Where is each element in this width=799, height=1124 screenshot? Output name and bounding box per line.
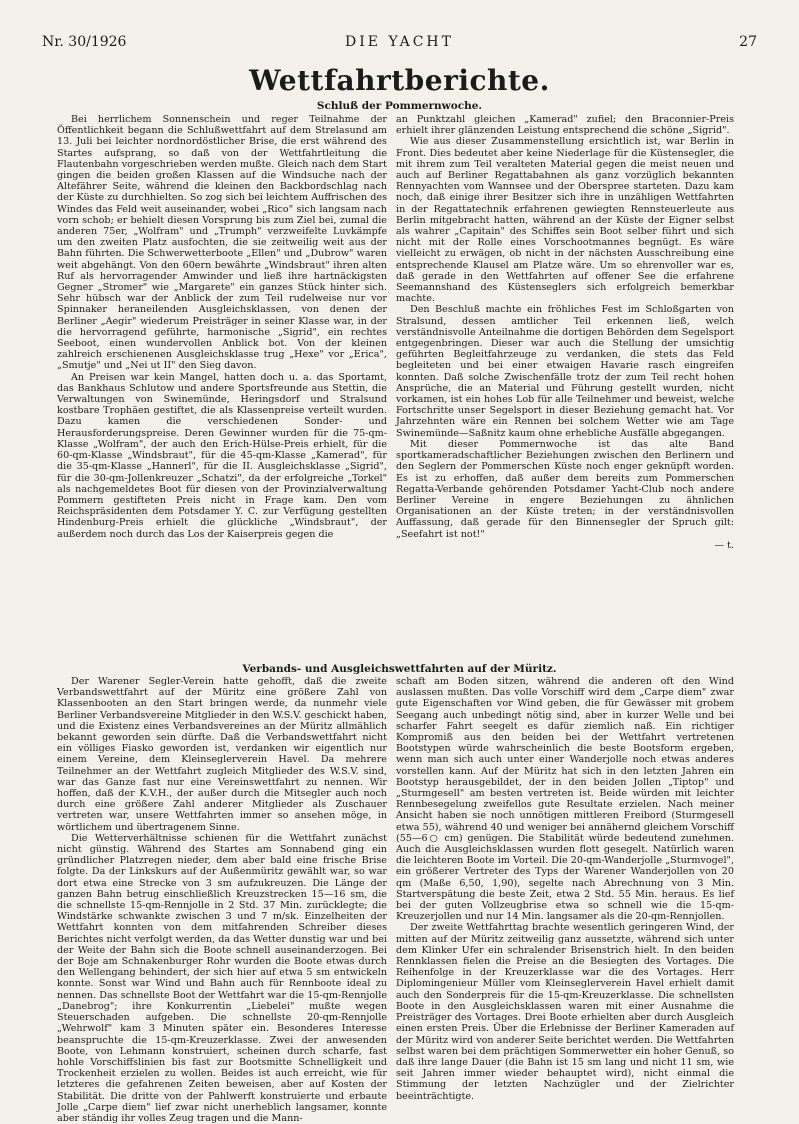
paragraph: Der zweite Wettfahrttag brachte wesentlich geringeren Wind, der mitten auf der Müritz zeitweilig ganz aussetzte, während sich unter dem Klinker Ufer ein schralender Brisenstrich hielt. In den beiden Rennklassen fielen die Preise an die Besiegten des Vortages. Die Reihenfolge in der Kreuzerklasse war die des Vortages. Herr Diplomingenieur Müller vom Kleinseglerverein Havel erhielt damit auch den Sonderpreis für die 15-qm-Kreuzerklasse. Die schnellsten Boote in den Ausgleichsklassen waren mit einer Ausnahme die Preisträger des Vortages. Drei Boote erhielten aber durch Ausgleich einen ersten Preis. Über die Erlebnisse der Berliner Kameraden auf der Müritz wird von anderer Seite berichtet werden. Die Wettfahrten selbst waren bei dem prächtigen Sommerwetter ein hoher Genuß, so daß ihre lange Dauer (die Bahn ist 15 sm lang und nicht 11 sm, wie seit Jahren immer wieder behauptet wird), nicht einmal die Stimmung der letzten Nachzügler und der Zielrichter beeinträchtigte.: [396, 922, 734, 1102]
text-column-1: [57, 114, 387, 660]
paragraph: Die Wetterverhältnisse schienen für die Wettfahrt zunächst nicht günstig. Während des Startes am Sonnabend ging ein gründlicher Platzregen nieder, dem aber bald eine frische Brise folgte. Da der Linkskurs auf der Außenmüritz gewählt war, so war dort etwa eine Strecke von 3 sm aufzukreuzen. Die Länge der ganzen Bahn betrug einschließlich Kreuzstrecken 15—16 sm, die die schnellste 15-qm-Rennjolle in 2 Std. 37 Min. zurücklegte; die Windstärke schwankte zwischen 3 und 7 m/sk. Einzelheiten der Wettfahrt konnten von dem mitfahrenden Schreiber dieses Berichtes nicht verfolgt werden, da das Wetter dunstig war und bei der Weite der Bahn sich die Boote schnell auseinanderzogen. Bei der Boje am Schnakenburger Rohr wurden die Boote etwas durch den Wellengang behindert, der sich hier auf etwa 5 sm entwickeln konnte. Sonst war Wind und Bahn auch für Rennboote ideal zu nennen. Das schnellste Boot der Wettfahrt war die 15-qm-Rennjolle „Danebrog"; ihre Konkurrentin „Liebelei" mußte wegen Steuerschaden aufgeben. Die schnellste 20-qm-Rennjolle „Wehrwolf" kam 3 Minuten später ein. Besonderes Interesse beanspruchte die 15-qm-Kreuzerklasse. Zwei der anwesenden Boote, von Lehmann konstruiert, scheinen durch scharfe, fast hohle Vorschiffslinien bis fast zur Bootsmitte Schnelligkeit und Trockenheit erzielen zu wollen. Beides ist auch erreicht, wie für letzteres die gefahrenen Zeiten beweisen, aber auf Kosten der Stabilität. Die dritte von der Pahlwerft konstruierte und erbaute Jolle „Carpe diem" lief zwar nicht unerheblich langsamer, konnte aber ständig ihr volles Zeug tragen und die Mann-: [57, 832, 387, 1124]
text-column-4: [396, 676, 734, 1102]
paragraph: Den Beschluß machte ein fröhliches Fest im Schloßgarten von Stralsund, dessen amtlicher Teil erkennen ließ, welch verständnisvolle Anteilnahme die dortigen Behörden dem Segelsport entgegenbringen. Dieser war auch die Stellung der umsichtig geführten Begleitfahrzeuge zu verdanken, die stets das Feld begleiteten und bei einer etwaigen Havarie rasch eingreifen konnten. Daß solche Zwischenfälle trotz der zum Teil recht hohen Ansprüche, die an Material und Führung gestellt wurden, nicht vorkamen, ist ein hohes Lob für alle Teilnehmer und beweist, welche Fortschritte unser Segelsport in dieser Beziehung gemacht hat. Vor Jahrzehnten wäre ein Rennen bei solchem Wetter wie am Tage Swinemünde—Saßnitz kaum ohne erhebliche Ausfälle abgegangen.: [396, 304, 734, 439]
paragraph: schaft am Boden sitzen, während die anderen oft den Wind auslassen mußten. Das volle Vorschiff wird dem „Carpe diem" zwar gute Eigenschaften vor Wind geben, die für Gewässer mit grobem Seegang auch unbedingt nötig sind, aber in kurzer Welle und bei scharfer Fahrt seegelt es dafür ziemlich naß. Ein richtiger Kompromiß aus den beiden bei der Wettfahrt vertretenen Bootstypen würde wahrscheinlich die beste Bootsform ergeben, wenn man sich auch unter einer Wanderjolle noch etwas anderes vorstellen kann. Auf der Müritz hat sich in den letzten Jahren ein Bootstyp herausgebildet, der in den beiden Jollen „Tiptop" und „Sturmgesell" am besten vertreten ist. Beide würden mit leichter Rennbesegelung zweifellos gute Resultate erzielen. Nach meiner Ansicht haben sie noch unnötigen mittleren Freibord (Sturmgesell etwa 55), während 40 und weniger bei annähernd gleichem Vorschiff (55—6○ cm) genügen. Die Stabilität würde bedeutend zunehmen. Auch die Ausgleichsklassen wurden flott gesegelt. Natürlich waren die leichteren Boote im Vorteil. Die 20-qm-Wanderjolle „Sturmvogel", ein größerer Vertreter des Typs der Warener Wanderjollen von 20 qm (Maße 6,50, 1,90), segelte nach Abrechnung von 3 Min. Startverspätung die beste Zeit, etwa 2 Std. 55 Min. heraus. Es lief bei der guten Vollzeugbrise etwa so schnell wie die 15-qm-Kreuzerjollen und nur 14 Min. langsamer als die 20-qm-Rennjollen.: [396, 676, 734, 923]
text-column-2: [396, 114, 734, 660]
author-signature: — t.: [714, 539, 734, 551]
paragraph: an Punktzahl gleichen „Kamerad" zufiel; den Braconnier-Preis erhielt ihrer glänzenden Leistung entsprechend die schöne „Sigrid".: [396, 114, 734, 137]
paragraph: Mit dieser Pommernwoche ist das alte Band sportkameradschaftlicher Beziehungen zwischen den Berlinern und den Seglern der Pommerschen Küste noch enger geknüpft worden. Es ist zu erhoffen, daß außer dem bereits zum Pommerschen Regatta-Verbande gehörenden Potsdamer Yacht-Club noch andere Berliner Vereine in engere Beziehungen zu ähnlichen Organisationen an der Küste treten; in der verständnisvollen Auffassung, daß gerade für den Binnensegler der Spruch gilt: „Seefahrt ist not!": [396, 438, 734, 540]
paragraph: Wie aus dieser Zusammenstellung ersichtlich ist, war Berlin in Front. Dies bedeutet aber keine Niederlage für die Küstensegler, die mit ihrem zum Teil veralteten Material gegen die meist neuen und auch auf Berliner Regattabahnen als ganz vorzüglich bekannten Rennyachten vom Wannsee und der Oberspree starteten. Dazu kam noch, daß einige ihrer Besitzer sich ihre in unzähligen Wettfahrten in der Regattatechnik erfahrenen gewiegten Rennsteuerleute aus Berlin mitgebracht hatten, während an der Küste der Eigner selbst als wahrer „Capitain" des Schiffes sein Boot selber führt und sich nicht mit der Rolle eines Vorschootmannes begnügt. Es wäre vielleicht zu erwägen, ob nicht in der nächsten Ausschreibung eine entsprechende Klausel am Platze wäre. Um so ehrenvoller war es, daß gerade in den Wettfahrten auf offener See die erfahrene Seemannshand des Küstenseglers sich erfolgreich bemerkbar machte.: [396, 136, 734, 305]
running-header: [42, 34, 757, 54]
page-number: 27: [739, 34, 757, 50]
paragraph: Bei herrlichem Sonnenschein und reger Teilnahme der Öffentlichkeit begann die Schlußwettfahrt auf dem Strelasund am 13. Juli bei leichter nordnordöstlicher Brise, die erst während des Startes aufsprang, so daß von der Wettfahrtleitung die Flautenbahn vorgeschrieben werden mußte. Gleich nach dem Start gingen die beiden großen Klassen auf die Windsuche nach der Altefährer Seite, während die kleinen den Backbordschlag nach der Küste zu durchhielten. So zog sich bei leichtem Auffrischen des Windes das Feld weit auseinander, wobei „Rico" sich langsam nach vorn schob; er behielt diesen Vorsprung bis zum Ziel bei, zumal die anderen 75er, „Wolfram" und „Trumph" verzweifelte Luvkämpfe um den zweiten Platz ausfochten, die sie zeitweilig weit aus der Bahn führten. Die Schwerwetterboote „Ellen" und „Dubrow" waren weit abgehängt. Von den 60ern bewährte „Windsbraut" ihren alten Ruf als hervorragender Amwinder und ließ ihre hartnäckigsten Gegner „Stromer" wie „Margarete" ein ganzes Stück hinter sich. Sehr hübsch war der Anblick der zum Teil rudelweise nur vor Spinnaker heraneilenden Ausgleichsklassen, von denen der Berliner „Aegir" wiederum Preisträger in seiner Klasse war, in der die hervorragend geführte, harmonische „Sigrid", ein rechtes Seeboot, einen wundervollen Anblick bot. Von der kleinen zahlreich erschienenen Ausgleichsklasse trug „Hexe" vor „Erica", „Smutje" und „Nei ut II" den Sieg davon.: [57, 114, 387, 372]
article-title: Wettfahrtberichte.: [249, 64, 550, 97]
paragraph: Der Warener Segler-Verein hatte gehofft, daß die zweite Verbandswettfahrt auf der Müritz eine größere Zahl von Klassenbooten an den Start bringen werde, da nunmehr viele Berliner Verbandsvereine Mitglieder in den W.S.V. geschickt haben, und die Existenz eines Verbandsvereines an der Müritz allmählich bekannt geworden sein dürfte. Daß die Verbandswettfahrt nicht ein völliges Fiasko geworden ist, verdanken wir eigentlich nur einem Vereine, dem Kleinseglerverein Havel. Da mehrere Teilnehmer an der Wettfahrt zugleich Mitglieder des W.S.V. sind, war das Ganze fast nur eine Vereinswettfahrt zu nennen. Wir hoffen, daß der K.V.H., der außer durch die Mitsegler auch noch durch eine größere Zahl anderer Mitglieder als Zuschauer vertreten war, unsere Wettfahrten immer so ansehen möge, in wörtlichem und übertragenem Sinne.: [57, 676, 387, 833]
section-heading-mueritz: Verbands- und Ausgleichswettfahrten auf der Müritz.: [242, 663, 557, 675]
journal-name: DIE YACHT: [345, 34, 454, 50]
paragraph: An Preisen war kein Mangel, hatten doch u. a. das Sportamt, das Bankhaus Schlutow und andere Sportsfreunde aus Stettin, die Verwaltungen von Swinemünde, Heringsdorf und Stralsund kostbare Trophäen gestiftet, die als Klassenpreise verteilt wurden. Dazu kamen die verschiedenen Sonder- und Herausforderungspreise. Deren Gewinner wurden für die 75-qm-Klasse „Wolfram", der auch den Erich-Hülse-Preis erhielt, für die 60-qm-Klasse „Windsbraut", für die 45-qm-Klasse „Kamerad", für die 35-qm-Klasse „Hannerl", für die II. Ausgleichsklasse „Sigrid", für die 30-qm-Jollenkreuzer „Schatzi", da der erfolgreiche „Torkel" als nachgemeldetes Boot für diesen von der Provinzialverwaltung Pommern gestifteten Preis nicht in Frage kam. Den vom Reichspräsidenten dem Potsdamer Y. C. zur Verfügung gestellten Hindenburg-Preis erhielt die glückliche „Windsbraut", der außerdem noch durch das Los der Kaiserpreis gegen die: [57, 371, 387, 540]
section-heading-pommernwoche: Schluß der Pommernwoche.: [316, 100, 483, 112]
issue-number: Nr. 30/1926: [42, 34, 127, 50]
text-column-3: [57, 676, 387, 1124]
